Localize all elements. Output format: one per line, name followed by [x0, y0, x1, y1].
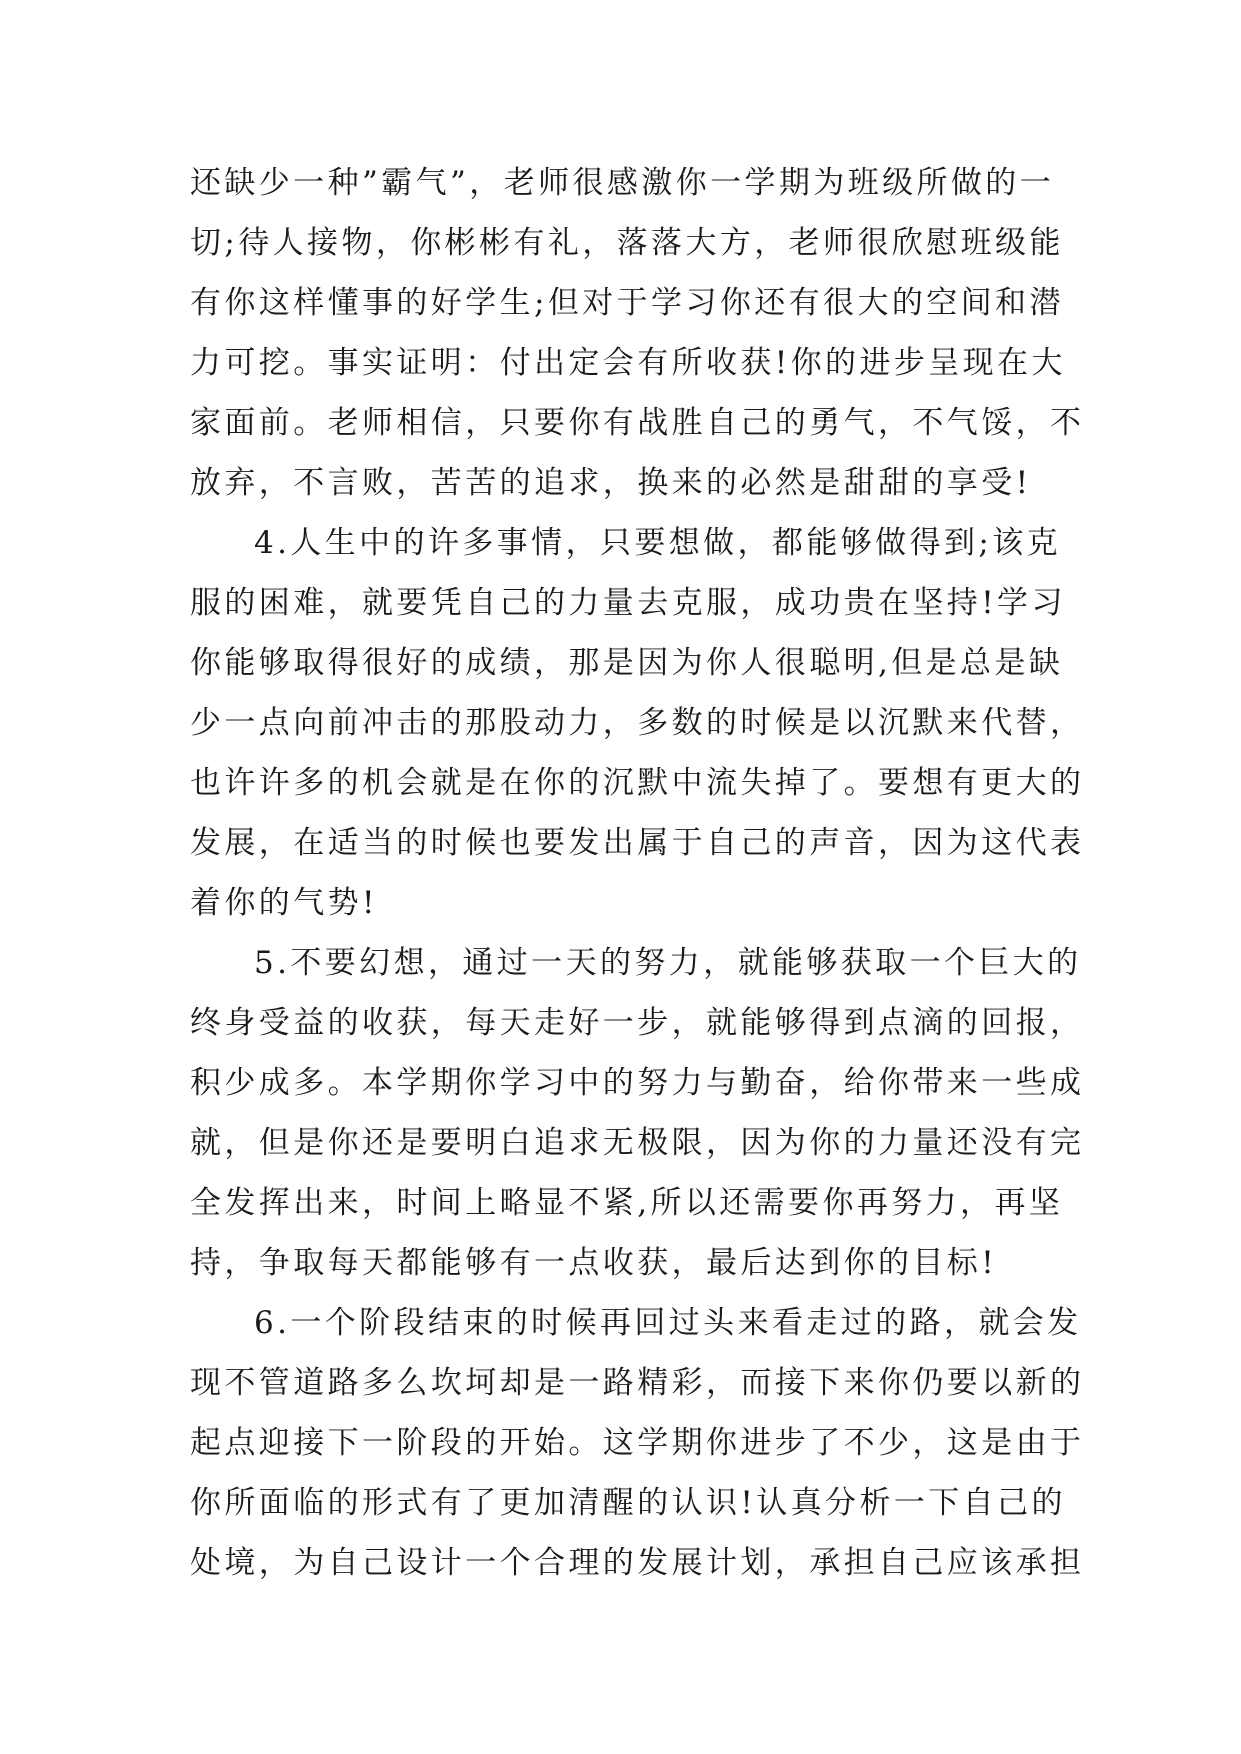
text-line: 力可挖。事实证明：付出定会有所收获!你的进步呈现在大 — [190, 345, 1066, 381]
text-line: 积少成多。本学期你学习中的努力与勤奋，给你带来一些成 — [190, 1065, 1085, 1101]
paragraph-5-start: 5.不要幻想，通过一天的努力，就能够获取一个巨大的 — [254, 945, 1082, 981]
text-line: 服的困难，就要凭自己的力量去克服，成功贵在坚持!学习 — [190, 585, 1066, 621]
text-line: 也许许多的机会就是在你的沉默中流失掉了。要想有更大的 — [190, 765, 1085, 801]
body-text — [190, 153, 1085, 1593]
text-line: 切;待人接物，你彬彬有礼，落落大方，老师很欣慰班级能 — [190, 225, 1064, 261]
text-line: 处境，为自己设计一个合理的发展计划，承担自己应该承担 — [190, 1545, 1085, 1581]
text-line: 终身受益的收获，每天走好一步，就能够得到点滴的回报， — [190, 1005, 1085, 1041]
text-line: 现不管道路多么坎坷却是一路精彩，而接下来你仍要以新的 — [190, 1365, 1085, 1401]
text-line: 就，但是你还是要明白追求无极限，因为你的力量还没有完 — [190, 1125, 1085, 1161]
text-line: 少一点向前冲击的那股动力，多数的时候是以沉默来代替， — [190, 705, 1085, 741]
paragraph-4-start: 4.人生中的许多事情，只要想做，都能够做得到;该克 — [254, 525, 1062, 561]
text-line: 家面前。老师相信，只要你有战胜自己的勇气，不气馁，不 — [190, 405, 1085, 441]
text-line: 放弃，不言败，苦苦的追求，换来的必然是甜甜的享受! — [190, 465, 1032, 501]
text-line: 有你这样懂事的好学生;但对于学习你还有很大的空间和潜 — [190, 285, 1064, 321]
text-line: 起点迎接下一阶段的开始。这学期你进步了不少，这是由于 — [190, 1425, 1085, 1461]
text-line: 着你的气势! — [190, 885, 378, 921]
text-line: 发展，在适当的时候也要发出属于自己的声音，因为这代表 — [190, 825, 1085, 861]
text-line: 还缺少一种”霸气”，老师很感激你一学期为班级所做的一 — [190, 165, 1055, 201]
text-line: 全发挥出来，时间上略显不紧,所以还需要你再努力，再坚 — [190, 1185, 1064, 1221]
paragraph-6-start: 6.一个阶段结束的时候再回过头来看走过的路，就会发 — [254, 1305, 1082, 1341]
text-line: 你所面临的形式有了更加清醒的认识!认真分析一下自己的 — [190, 1485, 1066, 1521]
text-line: 你能够取得很好的成绩，那是因为你人很聪明,但是总是缺 — [190, 645, 1064, 681]
text-line: 持，争取每天都能够有一点收获，最后达到你的目标! — [190, 1245, 998, 1281]
